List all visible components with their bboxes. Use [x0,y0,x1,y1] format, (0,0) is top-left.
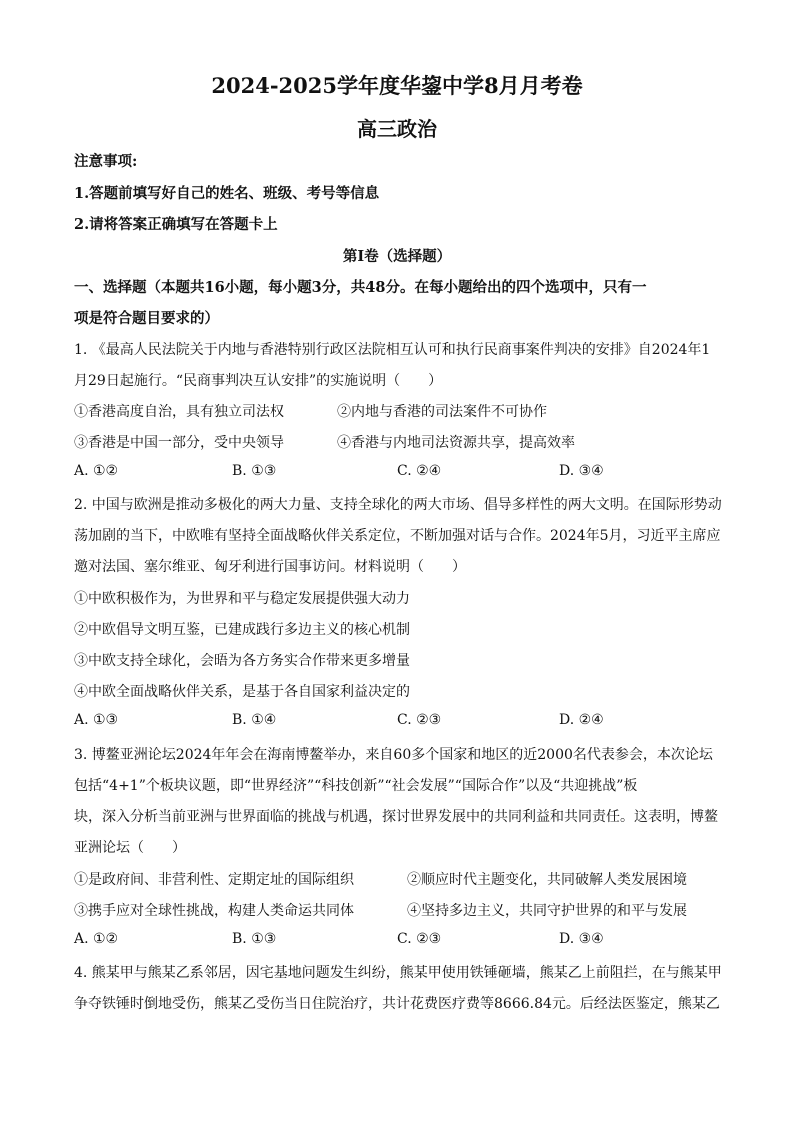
question-1-stem: 1. 《最高人民法院关于内地与香港特别行政区法院相互认可和执行民商事案件判决的安排》自2024年1 [74,342,711,358]
exam-subtitle: 高三政治 [357,117,437,141]
question-4-stem: 4. 熊某甲与熊某乙系邻居，因宅基地问题发生纠纷，熊某甲使用铁锤砸墙，熊某乙上前阻拦，在与熊某甲 [74,965,722,981]
question-2-option-c[interactable]: C. ②③ [397,712,442,728]
notice-item: 1.答题前填写好自己的姓名、班级、考号等信息 [74,185,380,202]
question-2-stem: 荡加剧的当下，中欧唯有坚持全面战略伙伴关系定位，不断加强对话与合作。2024年5月，习近平主席应 [74,528,721,544]
section-title: 第Ⅰ卷（选择题） [342,248,452,265]
question-3-option-b[interactable]: B. ①③ [232,931,277,947]
question-1-statement: ④香港与内地司法资源共享，提高效率 [337,435,575,451]
question-3-stem: 3. 博鳌亚洲论坛2024年年会在海南博鳌举办，来自60多个国家和地区的近2000名代表参会，本次论坛 [74,747,713,763]
question-3-statement: ④坚持多边主义，共同守护世界的和平与发展 [407,903,687,919]
question-2-statement: ④中欧全面战略伙伴关系，是基于各自国家利益决定的 [74,684,410,700]
question-3-option-a[interactable]: A. ①② [74,931,119,947]
question-3-option-c[interactable]: C. ②③ [397,931,442,947]
question-3-stem: 包括“4+1”个板块议题，即“世界经济”“科技创新”“社会发展”“国际合作”以及“共迎挑战”板 [74,778,638,794]
question-1-stem: 月29日起施行。“民商事判决互认安排”的实施说明（ ） [74,373,443,389]
question-1-statement: ②内地与香港的司法案件不可协作 [337,404,547,420]
question-1-option-a[interactable]: A. ①② [74,463,119,479]
question-2-option-b[interactable]: B. ①④ [232,712,277,728]
exam-title: 2024-2025学年度华鋆中学8月月考卷 [211,73,583,98]
section-instruction: 项是符合题目要求的） [74,310,219,327]
question-3-statement: ②顺应时代主题变化，共同破解人类发展困境 [407,872,687,888]
question-1-option-d[interactable]: D. ③④ [559,463,604,479]
question-3-stem: 亚洲论坛（ ） [74,840,186,856]
question-1-option-c[interactable]: C. ②④ [397,463,442,479]
notice-item: 2.请将答案正确填写在答题卡上 [74,216,278,233]
question-3-statement: ①是政府间、非营利性、定期定址的国际组织 [74,872,354,888]
question-1-statement: ①香港高度自治，具有独立司法权 [74,404,284,420]
question-4-stem: 争夺铁锤时倒地受伤，熊某乙受伤当日住院治疗，共计花费医疗费等8666.84元。后经法医鉴定，熊某乙 [74,996,720,1012]
section-instruction: 一、选择题（本题共16小题，每小题3分，共48分。在每小题给出的四个选项中，只有一 [74,279,647,296]
question-2-statement: ①中欧积极作为，为世界和平与稳定发展提供强大动力 [74,591,410,607]
question-2-statement: ②中欧倡导文明互鉴，已建成践行多边主义的核心机制 [74,622,410,638]
question-2-stem: 邀对法国、塞尔维亚、匈牙利进行国事访问。材料说明（ ） [74,559,466,575]
question-2-stem: 2. 中国与欧洲是推动多极化的两大力量、支持全球化的两大市场、倡导多样性的两大文明。在国际形势动 [74,497,722,513]
question-2-option-d[interactable]: D. ②④ [559,712,604,728]
question-3-statement: ③携手应对全球性挑战，构建人类命运共同体 [74,903,354,919]
question-1-option-b[interactable]: B. ①③ [232,463,277,479]
question-3-stem: 块，深入分析当前亚洲与世界面临的挑战与机遇，探讨世界发展中的共同利益和共同责任。这表明，博鳌 [74,809,718,825]
question-1-statement: ③香港是中国一部分，受中央领导 [74,435,284,451]
question-3-option-d[interactable]: D. ③④ [559,931,604,947]
question-2-statement: ③中欧支持全球化，会晤为各方务实合作带来更多增量 [74,653,410,669]
notice-heading: 注意事项: [74,153,138,170]
question-2-option-a[interactable]: A. ①③ [74,712,119,728]
